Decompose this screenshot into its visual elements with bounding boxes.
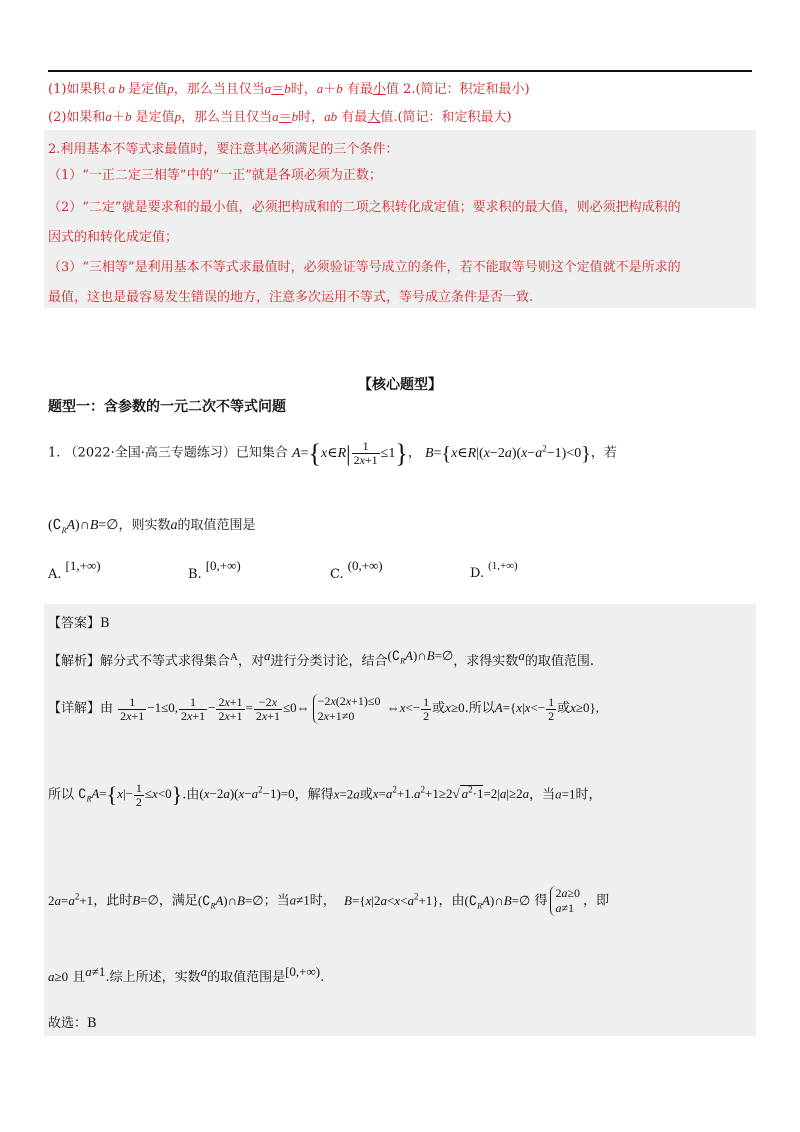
section-title: 【核心题型】 <box>358 377 442 393</box>
condition-2b: 因式的和转化成定值； <box>48 230 179 245</box>
solution-block <box>44 604 756 1036</box>
question-line-1: 1. （2022·全国·高三专题练习）已知集合 A={x∈R| $\frac{1}{2x+1}$ ≤1}， $B=\{x\in R|(x-2a)(x-a^2-1)<0\}$，若 <box>48 438 617 468</box>
option-c[interactable]: C.(0,+∞) <box>330 558 383 582</box>
answer-value: B <box>100 616 110 631</box>
detail-line-4: a≥0 且a≠1.综上所述，实数a的取值范围是[0,+∞). <box>48 964 325 985</box>
question-line-2: $(∁_RA)\cap B=\emptyset$，则实数a的取值范围是 <box>48 518 256 535</box>
choose-line: 故选：B <box>48 1016 97 1031</box>
note-line-2: (2)如果和a＋b 是定值p，那么当且仅当a＝b时，ab 有最大值.(简记：和定积最大) <box>48 109 512 125</box>
topic-title: 题型一：含参数的一元二次不等式问题 <box>48 399 286 415</box>
detail-line-3: $2a=a^2+1$，此时B=∅，满足$(∁_RA)\cap B=\emptyset$；当a≠1时， $B=\{x|2a<x<a^2+1\}$，由$(∁_RA)\cap B=\emptyset$ 得 2a≥0 a≠1 ，即 <box>48 886 610 915</box>
condition-1: （1）“一正二定三相等”中的“一正”就是各项必须为正数； <box>48 168 382 183</box>
condition-3a: （3）“三相等”是利用基本不等式求最值时，必须验证等号成立的条件，若不能取等号则这个定值就不是所求的 <box>48 260 681 275</box>
analysis-line: 【解析】解分式不等式求得集合$^A$，对a进行分类讨论，结合$(∁_RA)\cap B=\emptyset$，求得实数a的取值范围. <box>48 648 594 669</box>
note-line-1: (1)如果积 a b 是定值p，那么当且仅当a＝b时，a＋b 有最小值 2.(简记：积定和最小) <box>48 81 530 97</box>
condition-2a: （2）“二定”就是要求和的最小值，必须把构成和的二项之积转化成定值；要求积的最大值，则必须把构成积的 <box>48 200 681 215</box>
condition-3b: 最值，这也是最容易发生错误的地方，注意多次运用不等式，等号成立条件是否一致. <box>48 290 534 305</box>
answer-line: 【答案】B <box>48 616 110 631</box>
detail-line-1: 【详解】由 $\frac{1}{2x+1}$ −1≤0, $\frac{1}{2x+1}$ − $\frac{2x+1}{2x+1}$ = $\frac{-2x}{2x+1}$ ≤0⇔ −2x(2x+1)≤0 2x+1≠0 ⇔x<− $\frac{1}{2}$ 或x≥0.所以A={x|x<− $\frac{1}{2}$ 或x≥0}, <box>48 694 600 723</box>
option-d[interactable]: D. $^{(1,+\infty)}$ <box>470 560 518 581</box>
option-b[interactable]: B.[0,+∞) <box>188 558 241 582</box>
conditions-head: 2.利用基本不等式求最值时，要注意其必须满足的三个条件： <box>48 142 399 157</box>
top-rule <box>48 70 752 72</box>
conditions-block <box>44 130 756 308</box>
detail-line-2: 所以 $∁_RA=\{x|-$ $\frac{1}{2}$ ≤x<0}.由$(x-2a)(x-a^2-1)=0$，解得x=2a或$x=a^2+1.a^2+1\ge 2√$ $a^2\cdot 1=2|a|\ge 2a$，当a=1时， <box>48 780 602 809</box>
option-a[interactable]: A.[1,+∞) <box>48 558 101 582</box>
